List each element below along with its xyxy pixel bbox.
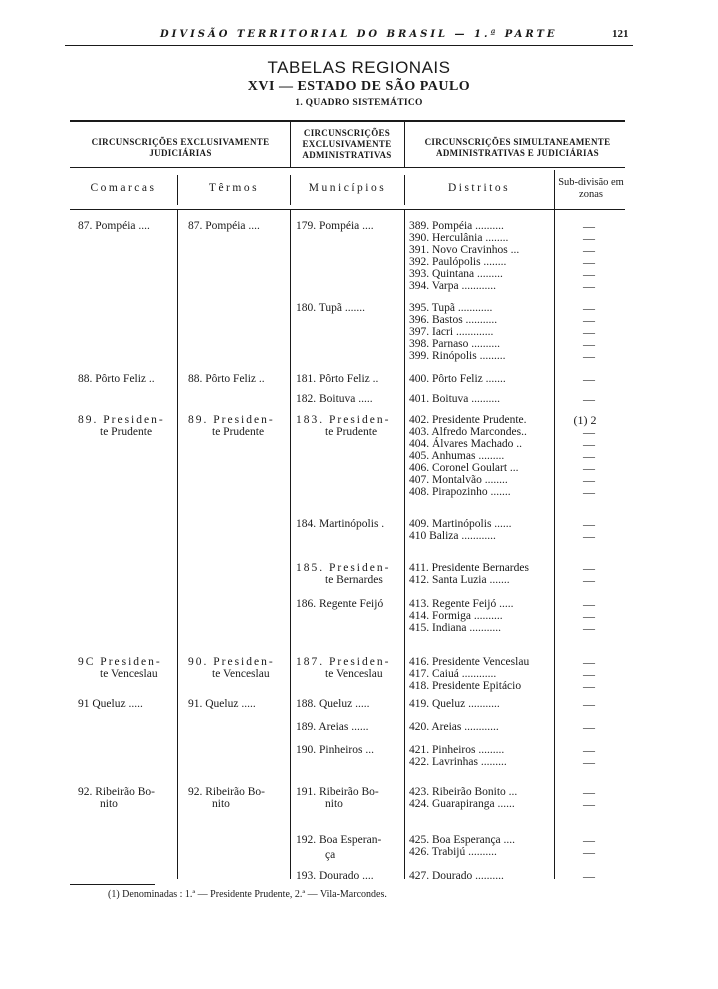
distrito-entry: 414. Formiga ..........: [409, 610, 503, 622]
subdivision-dash: —: [583, 437, 595, 451]
distrito-entry: 407. Montalvão ........: [409, 474, 508, 486]
municipio-entry: 182. Boituva .....: [296, 393, 373, 405]
municipio-entry: nito: [325, 798, 343, 810]
distrito-entry: 403. Alfredo Marcondes..: [409, 426, 527, 438]
divider-1: [290, 122, 291, 167]
distrito-entry: 398. Parnaso ..........: [409, 338, 501, 350]
section-title: 1. QUADRO SISTEMÁTICO: [295, 98, 423, 108]
footnote-rule: [70, 884, 155, 885]
distrito-entry: 392. Paulópolis ........: [409, 256, 507, 268]
distrito-entry: 397. Iacri .............: [409, 326, 494, 338]
termo-entry: 90. Presiden-: [188, 656, 275, 668]
body-divider-3: [404, 209, 405, 879]
distrito-entry: 421. Pinheiros .........: [409, 744, 505, 756]
subdivision-dash: —: [583, 279, 595, 293]
comarca-entry: 92. Ribeirão Bo-: [78, 786, 155, 798]
subdivision-dash: —: [583, 337, 595, 351]
subdivision-dash: —: [583, 313, 595, 327]
group-header-judicial: CIRCUNSCRIÇÕES EXCLUSIVAMENTE JUDICIÁRIAS: [91, 137, 270, 158]
termo-entry: 91. Queluz .....: [188, 698, 256, 710]
header-rule: [65, 45, 633, 46]
distrito-entry: 423. Ribeirão Bonito ...: [409, 786, 518, 798]
municipio-entry: 181. Pôrto Feliz ..: [296, 373, 379, 385]
distrito-entry: 412. Santa Luzia .......: [409, 574, 510, 586]
distrito-entry: 415. Indiana ...........: [409, 622, 501, 634]
municipio-entry: 185. Presiden-: [296, 562, 391, 574]
distrito-entry: 400. Pôrto Feliz .......: [409, 373, 506, 385]
municipio-entry: 193. Dourado ....: [296, 870, 374, 882]
termo-entry: 89. Presiden-: [188, 414, 275, 426]
termo-entry: 87. Pompéia ....: [188, 220, 260, 232]
subdivision-dash: —: [583, 573, 595, 587]
subdivision-dash: —: [583, 517, 595, 531]
subdivision-dash: —: [583, 667, 595, 681]
divider-col1: [177, 175, 178, 205]
page-number: 121: [612, 28, 629, 40]
subdivision-dash: —: [583, 425, 595, 439]
municipio-entry: 188. Queluz .....: [296, 698, 370, 710]
group-header-both: CIRCUNSCRIÇÕES SIMULTANEAMENTE ADMINISTRATIVAS E JUDICIÁRIAS: [424, 137, 611, 158]
group-header-administrative: CIRCUNSCRIÇÕES EXCLUSIVAMENTE ADMINISTRATIVAS: [302, 128, 392, 160]
subdivision-dash: —: [583, 679, 595, 693]
subdivision-dash: —: [583, 743, 595, 757]
distrito-entry: 410 Baliza ............: [409, 530, 496, 542]
termo-entry: 88. Pôrto Feliz ..: [188, 373, 265, 385]
comarca-entry: te Venceslau: [100, 668, 158, 680]
body-divider-2: [290, 209, 291, 879]
divider-col4: [554, 170, 555, 209]
subdivision-dash: —: [583, 243, 595, 257]
distrito-entry: 416. Presidente Venceslau: [409, 656, 530, 668]
comarca-entry: 87. Pompéia ....: [78, 220, 150, 232]
municipio-entry: 187. Presiden-: [296, 656, 391, 668]
column-header-rule: [70, 209, 625, 210]
subdivision-dash: —: [583, 785, 595, 799]
distrito-entry: 395. Tupã ............: [409, 302, 493, 314]
subdivision-dash: —: [583, 609, 595, 623]
distrito-entry: 427. Dourado ..........: [409, 870, 504, 882]
subdivision-dash: —: [583, 255, 595, 269]
subdivision-dash: —: [583, 325, 595, 339]
comarca-entry: 91 Queluz .....: [78, 698, 143, 710]
subdivision-dash: —: [583, 755, 595, 769]
divider-col2: [290, 175, 291, 205]
distrito-entry: 413. Regente Feijó .....: [409, 598, 514, 610]
distrito-entry: 394. Varpa ............: [409, 280, 496, 292]
subdivision-zone-count: (1) 2: [573, 413, 597, 427]
subdivision-dash: —: [583, 267, 595, 281]
distrito-entry: 399. Rinópolis .........: [409, 350, 506, 362]
running-header: DIVISÃO TERRITORIAL DO BRASIL — 1.ª PARTE: [160, 29, 558, 40]
state-title: XVI — ESTADO DE SÃO PAULO: [247, 79, 471, 94]
column-header-subdivisao: Sub-divisão em zonas: [558, 177, 624, 200]
subdivision-dash: —: [583, 621, 595, 635]
subdivision-dash: —: [583, 301, 595, 315]
municipio-entry: 180. Tupã .......: [296, 302, 366, 314]
table-top-rule: [70, 120, 625, 122]
distrito-entry: 401. Boituva ..........: [409, 393, 501, 405]
municipio-entry: 191. Ribeirão Bo-: [296, 786, 379, 798]
municipio-entry: te Bernardes: [325, 574, 383, 586]
distrito-entry: 406. Coronel Goulart ...: [409, 462, 519, 474]
termo-entry: nito: [212, 798, 230, 810]
distrito-entry: 419. Queluz ...........: [409, 698, 500, 710]
municipio-entry: 183. Presiden-: [296, 414, 391, 426]
distrito-entry: 389. Pompéia ..........: [409, 220, 504, 232]
termo-entry: te Prudente: [212, 426, 265, 438]
main-title: TABELAS REGIONAIS: [267, 58, 451, 77]
divider-col3: [404, 175, 405, 205]
subdivision-dash: —: [583, 845, 595, 859]
subdivision-dash: —: [583, 485, 595, 499]
subdivision-dash: —: [583, 797, 595, 811]
subdivision-dash: —: [583, 720, 595, 734]
distrito-entry: 408. Pirapozinho .......: [409, 486, 511, 498]
subdivision-dash: —: [583, 561, 595, 575]
distrito-entry: 422. Lavrinhas .........: [409, 756, 507, 768]
distrito-entry: 425. Boa Esperança ....: [409, 834, 516, 846]
comarca-entry: 9C Presiden-: [78, 656, 162, 668]
comarca-entry: 89. Presiden-: [78, 414, 165, 426]
body-divider-1: [177, 209, 178, 879]
distrito-entry: 402. Presidente Prudente.: [409, 414, 527, 426]
distrito-entry: 411. Presidente Bernardes: [409, 562, 529, 574]
subdivision-dash: —: [583, 372, 595, 386]
subdivision-dash: —: [583, 461, 595, 475]
distrito-entry: 420. Areias ............: [409, 721, 499, 733]
distrito-entry: 409. Martinópolis ......: [409, 518, 512, 530]
municipio-entry: te Prudente: [325, 426, 378, 438]
distrito-entry: 393. Quintana .........: [409, 268, 503, 280]
comarca-entry: te Prudente: [100, 426, 153, 438]
subdivision-dash: —: [583, 231, 595, 245]
subdivision-dash: —: [583, 697, 595, 711]
subdivision-dash: —: [583, 473, 595, 487]
divider-2: [404, 122, 405, 167]
subdivision-dash: —: [583, 655, 595, 669]
municipio-entry: 186. Regente Feijó: [296, 598, 384, 610]
distrito-entry: 405. Anhumas .........: [409, 450, 505, 462]
subdivision-dash: —: [583, 529, 595, 543]
distrito-entry: 390. Herculânia ........: [409, 232, 509, 244]
subdivision-dash: —: [583, 833, 595, 847]
distrito-entry: 391. Novo Cravinhos ...: [409, 244, 520, 256]
group-header-rule: [70, 167, 625, 168]
body-divider-4: [554, 209, 555, 879]
footnote: (1) Denominadas : 1.ª — Presidente Prudente, 2.ª — Vila-Marcondes.: [108, 889, 387, 900]
subdivision-dash: —: [583, 869, 595, 883]
column-header-distritos: Distritos: [447, 182, 511, 194]
distrito-entry: 426. Trabijú ..........: [409, 846, 497, 858]
municipio-entry: te Venceslau: [325, 668, 383, 680]
municipio-entry: 190. Pinheiros ...: [296, 744, 374, 756]
municipio-entry: 189. Areias ......: [296, 721, 369, 733]
municipio-entry: 192. Boa Esperan-: [296, 834, 382, 846]
distrito-entry: 424. Guarapiranga ......: [409, 798, 515, 810]
comarca-entry: 88. Pôrto Feliz ..: [78, 373, 155, 385]
subdivision-dash: —: [583, 219, 595, 233]
subdivision-dash: —: [583, 597, 595, 611]
distrito-entry: 418. Presidente Epitácio: [409, 680, 522, 692]
distrito-entry: 396. Bastos ...........: [409, 314, 498, 326]
subdivision-dash: —: [583, 349, 595, 363]
distrito-entry: 417. Caiuá ............: [409, 668, 497, 680]
municipio-entry: ça: [325, 849, 336, 861]
subdivision-dash: —: [583, 392, 595, 406]
termo-entry: te Venceslau: [212, 668, 270, 680]
column-header-termos: Têrmos: [208, 182, 260, 194]
distrito-entry: 404. Álvares Machado ..: [409, 438, 523, 450]
municipio-entry: 184. Martinópolis .: [296, 518, 385, 530]
comarca-entry: nito: [100, 798, 118, 810]
column-header-municipios: Municípios: [308, 182, 387, 194]
column-header-comarcas: Comarcas: [90, 182, 157, 194]
termo-entry: 92. Ribeirão Bo-: [188, 786, 265, 798]
subdivision-dash: —: [583, 449, 595, 463]
municipio-entry: 179. Pompéia ....: [296, 220, 374, 232]
